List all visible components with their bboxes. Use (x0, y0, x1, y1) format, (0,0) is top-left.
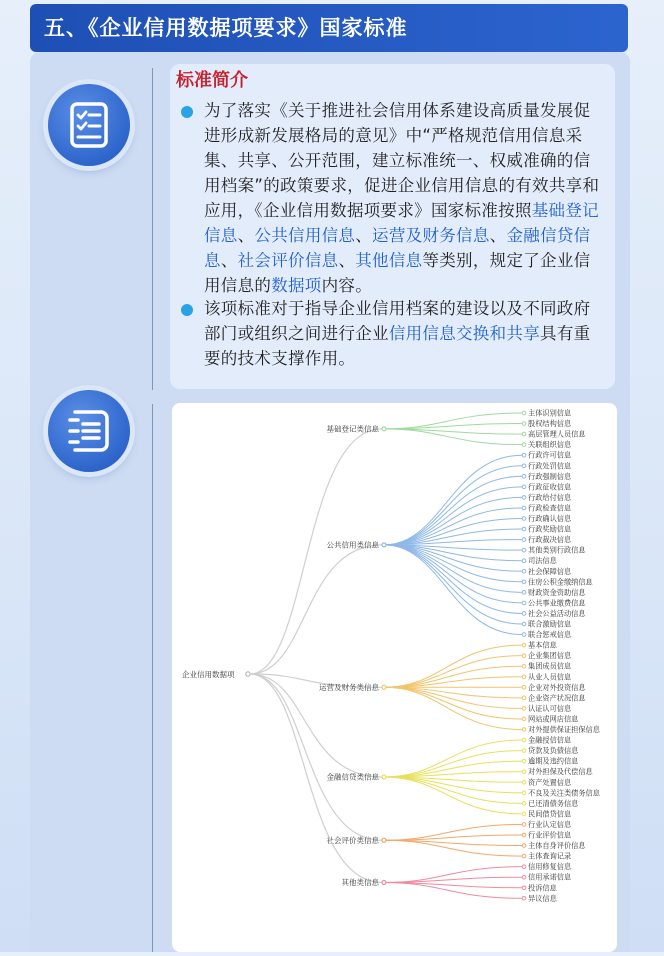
tree-leaf-label: 对外提供保证担保信息 (528, 725, 600, 734)
tree-leaf-branch (384, 877, 522, 882)
tree-leaf-branch (384, 882, 522, 898)
tree-leaf-label: 公共事业缴费信息 (528, 598, 586, 608)
tree-leaf-node (522, 717, 526, 721)
tree-leaf-label: 网站或网店信息 (528, 714, 579, 724)
tree-leaf-label: 信用承诺信息 (528, 872, 572, 882)
tree-leaf-node (522, 675, 526, 679)
tree-leaf-label: 民间借贷信息 (528, 809, 572, 819)
tree-leaf-node (522, 432, 526, 436)
tree-leaf-node (522, 622, 526, 626)
para-text: 等类别，规定了企业信用信息的 (204, 251, 591, 295)
highlight-text: 基础登记信息 (204, 201, 599, 245)
list-icon (48, 390, 130, 472)
tree-leaf-node (522, 548, 526, 552)
tree-category-node (382, 838, 386, 842)
tree-leaf-branch (384, 751, 522, 777)
tree-leaf-node (522, 485, 526, 489)
tree-leaf-node (522, 791, 526, 795)
timeline-line-bottom (152, 404, 153, 952)
tree-leaf-label: 高层管理人员信息 (528, 429, 586, 439)
tree-leaf-branch (384, 466, 522, 545)
tree-category-label: 基础登记类信息 (326, 424, 379, 434)
tree-leaf-branch (384, 476, 522, 545)
tree-category-label: 金融信贷类信息 (326, 772, 379, 782)
tree-category-node (382, 427, 386, 431)
tree-leaf-node (522, 591, 526, 595)
tree-leaf-node (522, 633, 526, 637)
tree-leaf-node (522, 527, 526, 531)
tree-category-node (382, 543, 386, 547)
para-text: 、 (220, 251, 238, 270)
tree-leaf-label: 联合激励信息 (528, 619, 572, 629)
tree-leaf-label: 行政检查信息 (528, 503, 572, 513)
tree-leaf-node (522, 728, 526, 732)
tree-leaf-label: 联合惩戒信息 (528, 630, 572, 640)
tree-leaf-node (522, 601, 526, 605)
tree-leaf-label: 资产处置信息 (528, 777, 572, 787)
highlight-text: 数据项 (271, 276, 322, 295)
highlight-text: 金融信贷信息 (204, 226, 591, 270)
bullet-dot (181, 304, 193, 316)
tree-leaf-node (522, 738, 526, 742)
tree-leaf-branch (384, 429, 522, 445)
para-text: 、 (355, 226, 373, 245)
mindmap-tree (172, 403, 617, 952)
tree-leaf-branch (384, 824, 522, 840)
tree-leaf-branch (384, 840, 522, 856)
tree-leaf-node (522, 886, 526, 890)
tree-branch (250, 674, 382, 840)
tree-leaf-label: 企业资产状况信息 (528, 693, 586, 703)
section-header (30, 4, 628, 52)
tree-leaf-node (522, 654, 526, 658)
tree-leaf-node (522, 707, 526, 711)
tree-leaf-node (522, 464, 526, 468)
tree-leaf-label: 信用修复信息 (528, 862, 572, 872)
highlight-text: 信用信息交换和共享 (388, 324, 541, 343)
tree-leaf-node (522, 823, 526, 827)
tree-leaf-branch (384, 835, 522, 840)
tree-leaf-node (522, 897, 526, 901)
tree-leaf-branch (384, 777, 522, 793)
tree-leaf-label: 行政裁决信息 (528, 535, 572, 545)
tree-leaf-node (522, 580, 526, 584)
tree-category-label: 运营及财务类信息 (319, 682, 379, 692)
tree-leaf-label: 其他类别行政信息 (528, 545, 586, 555)
tree-leaf-label: 行政征收信息 (528, 482, 572, 492)
tree-leaf-branch (384, 424, 522, 429)
tree-root-node (246, 672, 250, 676)
highlight-text: 公共信用信息 (254, 226, 356, 245)
bullet-dot (181, 106, 193, 118)
tree-leaf-node (522, 749, 526, 753)
checklist-icon (48, 84, 130, 166)
para-text: 、 (338, 251, 356, 270)
tree-category-label: 其他类信息 (341, 877, 379, 887)
tree-leaf-label: 贷款及负债信息 (528, 746, 579, 756)
section-title: 五、《企业信用数据项要求》国家标准 (44, 16, 408, 40)
tree-leaf-label: 从业人员信息 (528, 672, 572, 682)
tree-leaf-branch (384, 545, 522, 592)
tree-leaf-node (522, 844, 526, 848)
tree-leaf-node (522, 686, 526, 690)
tree-leaf-label: 行政许可信息 (528, 450, 572, 460)
tree-leaf-label: 财政资金资助信息 (528, 587, 586, 597)
tree-leaf-label: 基本信息 (528, 640, 557, 650)
tree-leaf-node (522, 517, 526, 521)
tree-root-label: 企业信用数据项 (182, 670, 235, 679)
highlight-text: 其他信息 (355, 251, 423, 270)
tree-category-node (382, 685, 386, 689)
tree-leaf-node (522, 696, 526, 700)
tree-leaf-node (522, 559, 526, 563)
timeline-line-top (152, 68, 153, 390)
tree-leaf-label: 行业认定信息 (528, 819, 572, 829)
tree-leaf-node (522, 875, 526, 879)
tree-leaf-node (522, 538, 526, 542)
tree-leaf-node (522, 612, 526, 616)
tree-leaf-node (522, 759, 526, 763)
tree-leaf-node (522, 453, 526, 457)
tree-leaf-label: 住房公积金缴纳信息 (528, 577, 593, 587)
para-text: 、 (237, 226, 255, 245)
tree-leaf-branch (384, 777, 522, 803)
tree-leaf-label: 行政奖励信息 (528, 524, 572, 534)
tree-leaf-branch (384, 867, 522, 883)
tree-leaf-node (522, 506, 526, 510)
tree-leaf-label: 行政处罚信息 (528, 461, 572, 471)
tree-leaf-node (522, 411, 526, 415)
tree-leaf-node (522, 496, 526, 500)
tree-leaf-node (522, 812, 526, 816)
tree-leaf-label: 行政强制信息 (528, 471, 572, 481)
tree-leaf-node (522, 780, 526, 784)
tree-leaf-node (522, 443, 526, 447)
para-text: 具有重要的技术支撑作用。 (204, 324, 591, 368)
tree-leaf-label: 社会保障信息 (528, 566, 572, 576)
tree-category-node (382, 775, 386, 779)
tree-leaf-label: 社会公益活动信息 (528, 608, 586, 618)
tree-branch (250, 429, 382, 674)
highlight-text: 社会评价信息 (237, 251, 339, 270)
tree-category-label: 社会评价类信息 (326, 835, 379, 845)
tree-leaf-label: 股权结构信息 (528, 419, 572, 429)
tree-leaf-label: 关联组织信息 (528, 440, 572, 450)
tree-leaf-branch (384, 687, 522, 719)
tree-leaf-label: 投诉信息 (528, 883, 557, 893)
tree-leaf-label: 企业对外投资信息 (528, 682, 586, 692)
tree-leaf-branch (384, 656, 522, 688)
tree-leaf-label: 主体识别信息 (528, 408, 572, 418)
para-text: 内容。 (321, 276, 373, 295)
intro-title: 标准简介 (176, 70, 248, 91)
tree-leaf-label: 企业集团信息 (528, 651, 572, 661)
tree-leaf-node (522, 422, 526, 426)
tree-leaf-label: 异议信息 (528, 893, 557, 903)
tree-leaf-branch (384, 545, 522, 624)
tree-branch (250, 545, 382, 674)
tree-leaf-label: 已还清债务信息 (528, 798, 579, 808)
tree-leaf-node (522, 569, 526, 573)
tree-leaf-branch (384, 413, 522, 429)
tree-leaf-label: 行政给付信息 (528, 492, 572, 502)
tree-leaf-label: 主体自身评价信息 (528, 841, 586, 851)
tree-leaf-label: 行政确认信息 (528, 514, 572, 523)
tree-leaf-branch (384, 497, 522, 544)
tree-leaf-node (522, 854, 526, 858)
tree-leaf-node (522, 475, 526, 479)
tree-leaf-label: 金融授信信息 (528, 735, 572, 745)
mindmap-card (172, 403, 617, 952)
tree-category-label: 公共信用类信息 (326, 540, 379, 550)
tree-leaf-label: 集团成员信息 (528, 661, 572, 671)
tree-leaf-node (522, 770, 526, 774)
tree-leaf-branch (384, 772, 522, 777)
tree-category-node (382, 880, 386, 884)
tree-leaf-label: 逾期及违约信息 (528, 756, 579, 766)
tree-leaf-label: 认证认可信息 (528, 703, 572, 713)
para-text: 该项标准对于指导企业信用档案的建设以及不同政府部门或组织之间进行企业 (204, 299, 591, 343)
tree-leaf-node (522, 865, 526, 869)
tree-leaf-label: 不良及关注类债务信息 (528, 788, 600, 798)
tree-leaf-node (522, 802, 526, 806)
tree-leaf-label: 司法信息 (528, 556, 557, 566)
tree-leaf-label: 主体查询记录 (528, 851, 572, 861)
tree-leaf-branch (384, 545, 522, 614)
para-text: 、 (489, 226, 507, 245)
tree-leaf-branch (384, 761, 522, 777)
tree-leaf-node (522, 833, 526, 837)
intro-paragraph-2 (204, 296, 606, 371)
tree-leaf-node (522, 643, 526, 647)
para-text: 为了落实《关于推进社会信用体系建设高质量发展促进形成新发展格局的意见》中“严格规范信用信息采集、共享、公开范围，建立标准统一、权威准确的信用档案”的政策要求，促进企业信用信息的有效共享和应用，《企业信用数据项要求》国家标准按照 (204, 101, 600, 220)
tree-leaf-label: 对外担保及代偿信息 (528, 767, 593, 777)
tree-leaf-node (522, 664, 526, 668)
intro-paragraph-1 (204, 98, 606, 298)
highlight-text: 运营及财务信息 (372, 226, 490, 245)
tree-leaf-label: 行业评价信息 (528, 830, 572, 840)
